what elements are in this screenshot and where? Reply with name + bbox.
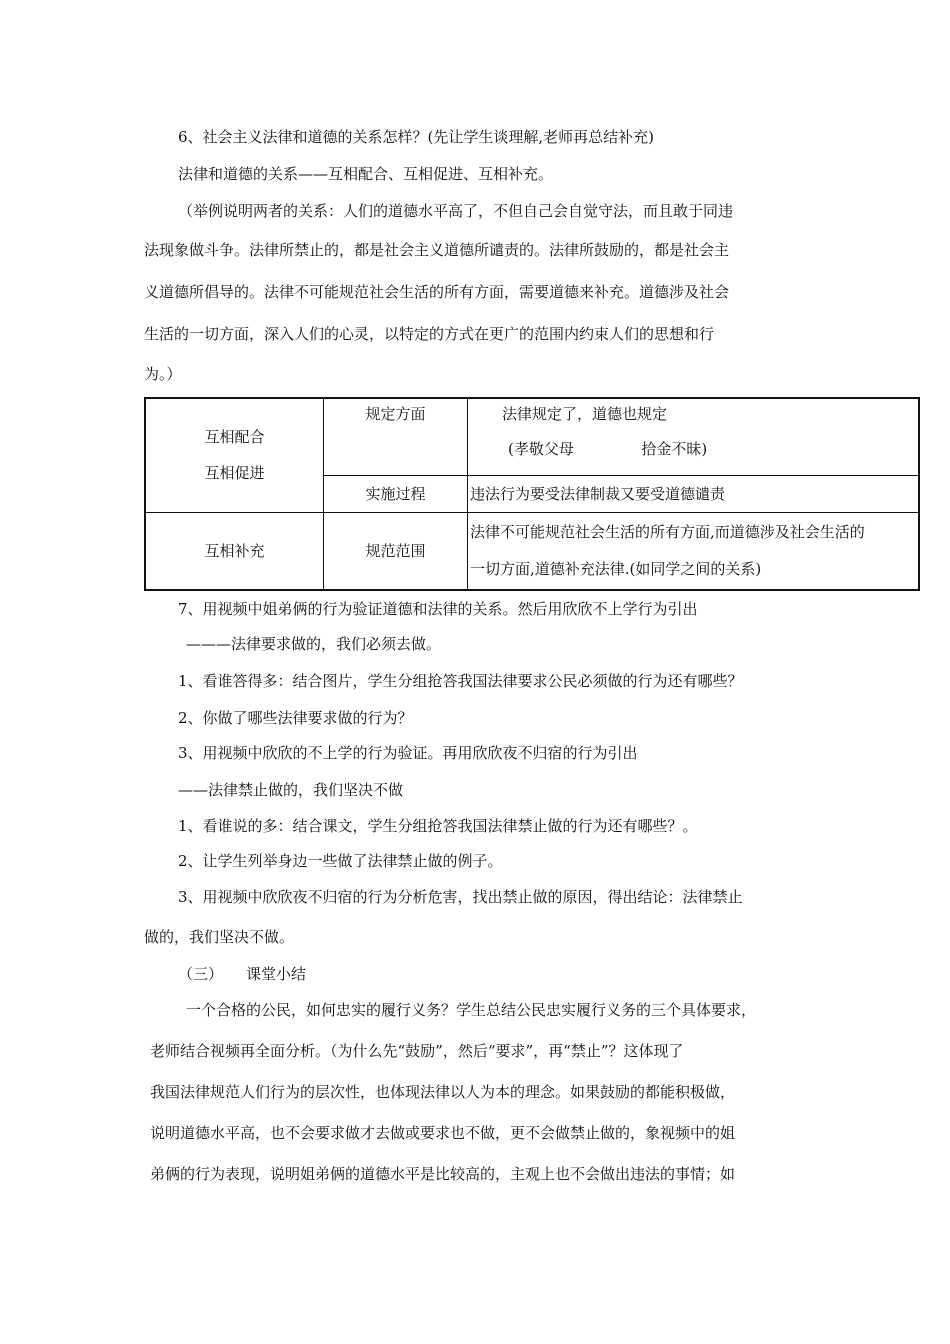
table-text <box>468 438 918 460</box>
section-title: 课堂小结 <box>246 965 307 983</box>
table-text: 规定方面 <box>365 405 426 423</box>
section-number: （三） <box>178 965 224 983</box>
table-cell-cooperate <box>145 398 324 512</box>
summary-line: 老师结合视频再全面分析。（为什么先“鼓励”，然后“要求”，再“禁止”？这体现了 <box>150 1042 684 1060</box>
paragraph-line: （举例说明两者的关系：人们的道德水平高了，不但自己会自觉守法，而且敢于同违 <box>178 202 734 220</box>
list-item-continued: 做的，我们坚决不做。 <box>144 928 295 946</box>
list-item: 3、用视频中欣欣的不上学的行为验证。再用欣欣夜不归宿的行为引出 <box>178 744 638 762</box>
summary-line: 我国法律规范人们行为的层次性，也体现法律以人为本的理念。如果鼓励的都能积极做， <box>150 1083 736 1101</box>
table-cell-scope-desc <box>468 512 920 590</box>
table-text: 法律规定了，道德也规定 <box>502 405 668 423</box>
table-text: 法律不可能规范社会生活的所有方面,而道德涉及社会生活的 <box>470 523 865 542</box>
table-text: 一切方面,道德补充法律.(如同学之间的关系) <box>470 560 762 579</box>
paragraph-line: 生活的一切方面，深入人们的心灵，以特定的方式在更广的范围内约束人们的思想和行 <box>144 325 715 343</box>
question-7: 7、用视频中姐弟俩的行为验证道德和法律的关系。然后用欣欣不上学行为引出 <box>178 600 698 618</box>
table-cell-regulation <box>468 398 920 475</box>
list-item: 1、看谁说的多：结合课文，学生分组抢答我国法律禁止做的行为还有哪些？。 <box>178 817 698 835</box>
relation-summary: 法律和道德的关系——互相配合、互相促进、互相补充。 <box>178 165 554 183</box>
table-cell-process: 实施过程 <box>324 475 468 512</box>
table-text-example-a: (孝敬父母 <box>508 440 574 458</box>
list-item: 2、你做了哪些法律要求做的行为？ <box>178 709 413 727</box>
table-cell-scope: 规范范围 <box>324 512 468 590</box>
summary-line: 一个合格的公民，如何忠实的履行义务？学生总结公民忠实履行义务的三个具体要求， <box>186 1001 757 1019</box>
summary-line: 弟俩的行为表现，说明姐弟俩的道德水平是比较高的，主观上也不会做出违法的事情；如 <box>150 1165 736 1183</box>
sub-heading: ——法律禁止做的，我们坚决不做 <box>178 781 404 799</box>
list-item: 2、让学生列举身边一些做了法律禁止做的例子。 <box>178 852 503 870</box>
table-text-example-b: 拾金不昧) <box>641 440 708 458</box>
list-item: 1、看谁答得多：结合图片，学生分组抢答我国法律要求公民必须做的行为还有哪些？ <box>178 672 743 690</box>
table-text: 互相配合 <box>204 428 265 447</box>
list-item: 3、用视频中欣欣夜不归宿的行为分析危害，找出禁止做的原因，得出结论：法律禁止 <box>178 888 743 906</box>
table-cell-process-desc: 违法行为要受法律制裁又要受道德谴责 <box>468 475 920 512</box>
table-text: 互相促进 <box>204 464 265 483</box>
sub-heading: ———法律要求做的，我们必须去做。 <box>186 635 442 653</box>
paragraph-line: 为。） <box>144 365 182 383</box>
paragraph-line: 义道德所倡导的。法律不可能规范社会生活的所有方面，需要道德来补充。道德涉及社会 <box>144 283 730 301</box>
table-cell-complement: 互相补充 <box>145 512 324 590</box>
question-6: 6、社会主义法律和道德的关系怎样？(先让学生谈理解,老师再总结补充) <box>178 128 655 146</box>
table-cell-aspect <box>324 398 468 475</box>
relation-table <box>144 397 920 591</box>
summary-line: 说明道德水平高，也不会要求做才去做或要求也不做，更不会做禁止做的，象视频中的姐 <box>150 1124 736 1142</box>
paragraph-line: 法现象做斗争。法律所禁止的，都是社会主义道德所谴责的。法律所鼓励的，都是社会主 <box>144 241 730 259</box>
